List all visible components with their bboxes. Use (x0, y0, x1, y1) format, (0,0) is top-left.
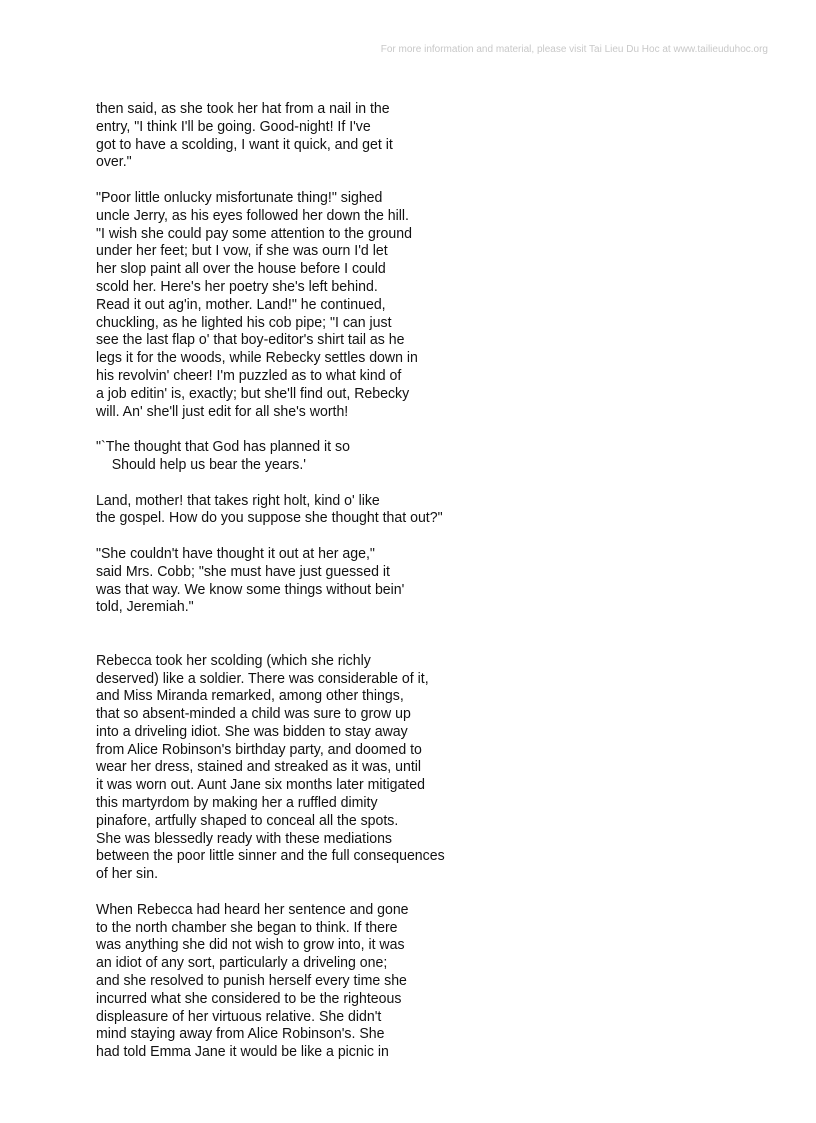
text-line: a job editin' is, exactly; but she'll find out, Rebecky (96, 384, 410, 402)
text-line: was that way. We know some things without bein' (96, 580, 405, 598)
text-line: She was blessedly ready with these mediations (96, 829, 392, 847)
text-line: will. An' she'll just edit for all she's worth! (96, 402, 349, 420)
paragraph (96, 901, 728, 1061)
text-line: and she resolved to punish herself every time she (96, 972, 407, 990)
text-line: When Rebecca had heard her sentence and gone (96, 900, 409, 918)
text-line: displeasure of her virtuous relative. She didn't (96, 1007, 382, 1025)
text-line: from Alice Robinson's birthday party, and doomed to (96, 740, 422, 758)
text-line: wear her dress, stained and streaked as it was, until (96, 758, 422, 776)
text-line: into a driveling idiot. She was bidden to stay away (96, 722, 408, 740)
text-line: told, Jeremiah." (96, 598, 194, 616)
text-line: the gospel. How do you suppose she thought that out?" (96, 509, 443, 527)
text-line: chuckling, as he lighted his cob pipe; "I can just (96, 313, 392, 331)
text-line: incurred what she considered to be the righteous (96, 989, 402, 1007)
text-line: deserved) like a soldier. There was considerable of it, (96, 669, 429, 687)
text-line: Rebecca took her scolding (which she richly (96, 651, 371, 669)
text-line: got to have a scolding, I want it quick, and get it (96, 135, 393, 153)
text-line: scold her. Here's her poetry she's left behind. (96, 277, 378, 295)
document-body (96, 100, 728, 1079)
text-line: pinafore, artfully shaped to conceal all the spots. (96, 811, 399, 829)
text-line: "Poor little onlucky misfortunate thing!" sighed (96, 188, 383, 206)
paragraph (96, 100, 728, 171)
text-line: "`The thought that God has planned it so (96, 438, 350, 456)
text-line: this martyrdom by making her a ruffled dimity (96, 794, 378, 812)
text-line: then said, as she took her hat from a nail in the (96, 100, 390, 117)
text-line: under her feet; but I vow, if she was ourn I'd let (96, 242, 388, 260)
text-line: legs it for the woods, while Rebecky settles down in (96, 349, 418, 367)
text-line: and Miss Miranda remarked, among other things, (96, 687, 404, 705)
paragraph (96, 652, 728, 883)
paragraph (96, 545, 728, 616)
paragraph (96, 189, 728, 420)
text-line: "I wish she could pay some attention to the ground (96, 224, 412, 242)
text-line: Should help us bear the years.' (96, 455, 306, 473)
text-line: mind staying away from Alice Robinson's. She (96, 1025, 385, 1043)
watermark-text: For more information and material, please visit Tai Lieu Du Hoc at www.tailieuduhoc.org (380, 44, 768, 55)
text-line: between the poor little sinner and the full consequences (96, 847, 445, 865)
text-line: said Mrs. Cobb; "she must have just guessed it (96, 562, 390, 580)
text-line: "She couldn't have thought it out at her age," (96, 544, 375, 562)
text-line: Land, mother! that takes right holt, kind o' like (96, 491, 380, 509)
text-line: see the last flap o' that boy-editor's shirt tail as he (96, 331, 405, 349)
poem-quote (96, 438, 728, 474)
text-line: uncle Jerry, as his eyes followed her down the hill. (96, 206, 409, 224)
text-line: had told Emma Jane it would be like a picnic in (96, 1043, 389, 1061)
text-line: was anything she did not wish to grow into, it was (96, 936, 405, 954)
text-line: of her sin. (96, 865, 159, 883)
text-line: over." (96, 153, 132, 171)
text-line: it was worn out. Aunt Jane six months later mitigated (96, 776, 425, 794)
text-line: his revolvin' cheer! I'm puzzled as to what kind of (96, 366, 402, 384)
text-line: Read it out ag'in, mother. Land!" he continued, (96, 295, 386, 313)
text-line: entry, "I think I'll be going. Good-night! If I've (96, 117, 371, 135)
text-line: her slop paint all over the house before I could (96, 260, 386, 278)
paragraph (96, 492, 728, 528)
text-line: to the north chamber she began to think. If there (96, 918, 398, 936)
text-line: an idiot of any sort, particularly a driveling one; (96, 954, 388, 972)
text-line: that so absent-minded a child was sure to grow up (96, 705, 411, 723)
